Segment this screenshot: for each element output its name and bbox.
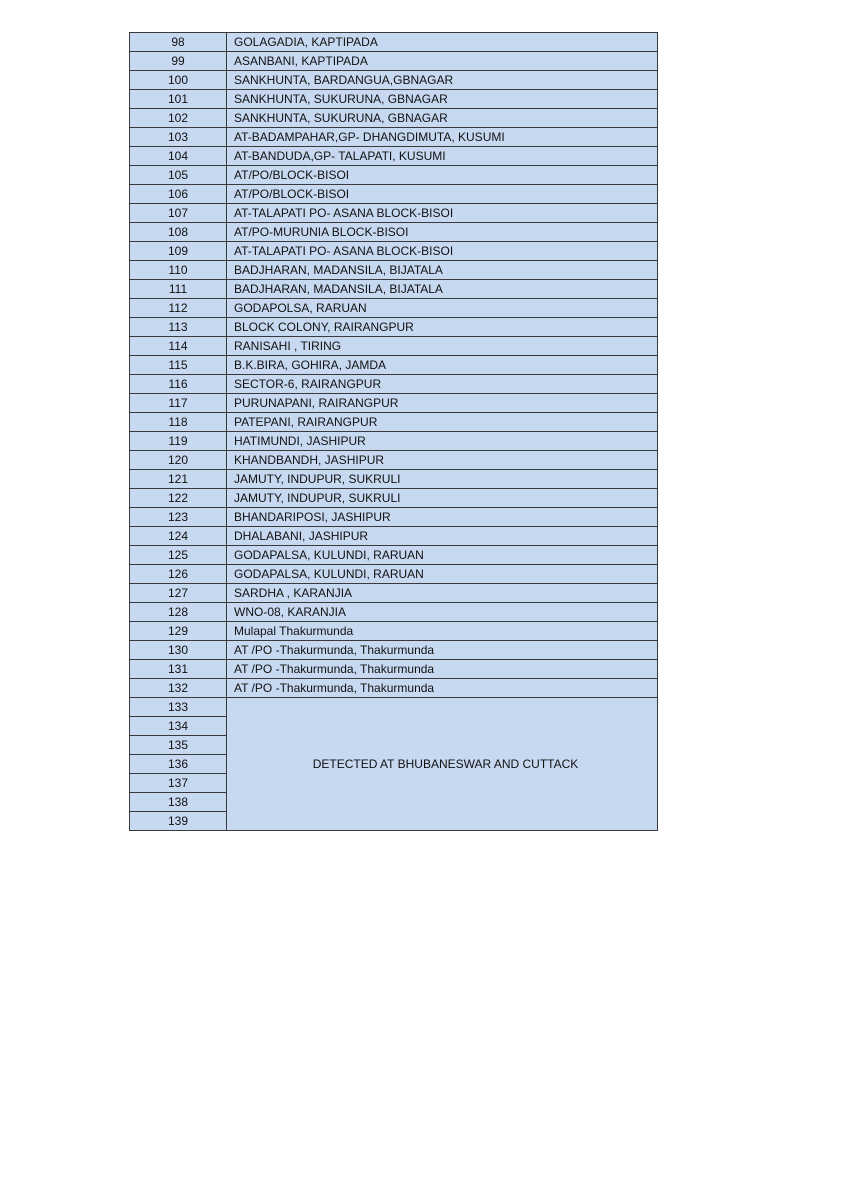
location-cell: AT-TALAPATI PO- ASANA BLOCK-BISOI [227,204,658,223]
location-cell: B.K.BIRA, GOHIRA, JAMDA [227,356,658,375]
row-number-cell: 110 [130,261,227,280]
location-cell: BADJHARAN, MADANSILA, BIJATALA [227,280,658,299]
location-cell: ASANBANI, KAPTIPADA [227,52,658,71]
table-row [130,641,658,660]
merged-location-cell: DETECTED AT BHUBANESWAR AND CUTTACK [227,698,658,831]
table-row [130,489,658,508]
location-cell: Mulapal Thakurmunda [227,622,658,641]
row-number-cell: 103 [130,128,227,147]
row-number-cell: 125 [130,546,227,565]
row-number-cell: 107 [130,204,227,223]
table-row [130,622,658,641]
row-number-cell: 122 [130,489,227,508]
row-number-cell: 131 [130,660,227,679]
table-row [130,432,658,451]
location-cell: BADJHARAN, MADANSILA, BIJATALA [227,261,658,280]
row-number-cell: 99 [130,52,227,71]
location-cell: GOLAGADIA, KAPTIPADA [227,33,658,52]
row-number-cell: 106 [130,185,227,204]
location-cell: SARDHA , KARANJIA [227,584,658,603]
location-cell: AT-TALAPATI PO- ASANA BLOCK-BISOI [227,242,658,261]
table-row [130,413,658,432]
row-number-cell: 120 [130,451,227,470]
row-number-cell: 123 [130,508,227,527]
row-number-cell: 121 [130,470,227,489]
table-row [130,565,658,584]
row-number-cell: 109 [130,242,227,261]
location-cell: PURUNAPANI, RAIRANGPUR [227,394,658,413]
table-row [130,508,658,527]
table-row [130,318,658,337]
table-row [130,52,658,71]
location-cell: GODAPALSA, KULUNDI, RARUAN [227,565,658,584]
table-row [130,128,658,147]
location-cell: HATIMUNDI, JASHIPUR [227,432,658,451]
table-row [130,679,658,698]
table-row [130,470,658,489]
row-number-cell: 115 [130,356,227,375]
table-row [130,527,658,546]
row-number-cell: 139 [130,812,227,831]
location-cell: SANKHUNTA, SUKURUNA, GBNAGAR [227,109,658,128]
location-cell: AT-BANDUDA,GP- TALAPATI, KUSUMI [227,147,658,166]
location-cell: SANKHUNTA, SUKURUNA, GBNAGAR [227,90,658,109]
location-table-body [130,33,658,831]
table-row [130,584,658,603]
location-cell: AT-BADAMPAHAR,GP- DHANGDIMUTA, KUSUMI [227,128,658,147]
location-table [129,32,658,831]
location-cell: BHANDARIPOSI, JASHIPUR [227,508,658,527]
table-row [130,698,658,717]
location-cell: AT /PO -Thakurmunda, Thakurmunda [227,660,658,679]
table-row [130,242,658,261]
row-number-cell: 116 [130,375,227,394]
table-row [130,546,658,565]
row-number-cell: 111 [130,280,227,299]
table-row [130,71,658,90]
row-number-cell: 135 [130,736,227,755]
row-number-cell: 133 [130,698,227,717]
row-number-cell: 100 [130,71,227,90]
table-row [130,299,658,318]
row-number-cell: 138 [130,793,227,812]
row-number-cell: 137 [130,774,227,793]
location-cell: DHALABANI, JASHIPUR [227,527,658,546]
table-row [130,166,658,185]
table-row [130,451,658,470]
row-number-cell: 119 [130,432,227,451]
row-number-cell: 129 [130,622,227,641]
row-number-cell: 136 [130,755,227,774]
table-row [130,375,658,394]
location-cell: PATEPANI, RAIRANGPUR [227,413,658,432]
row-number-cell: 124 [130,527,227,546]
row-number-cell: 104 [130,147,227,166]
row-number-cell: 117 [130,394,227,413]
table-row [130,603,658,622]
location-cell: WNO-08, KARANJIA [227,603,658,622]
row-number-cell: 132 [130,679,227,698]
row-number-cell: 126 [130,565,227,584]
row-number-cell: 113 [130,318,227,337]
location-cell: AT/PO/BLOCK-BISOI [227,166,658,185]
table-row [130,280,658,299]
row-number-cell: 114 [130,337,227,356]
row-number-cell: 128 [130,603,227,622]
table-row [130,337,658,356]
table-row [130,660,658,679]
location-cell: SANKHUNTA, BARDANGUA,GBNAGAR [227,71,658,90]
table-row [130,356,658,375]
table-row [130,109,658,128]
table-row [130,185,658,204]
location-cell: GODAPALSA, KULUNDI, RARUAN [227,546,658,565]
row-number-cell: 105 [130,166,227,185]
row-number-cell: 101 [130,90,227,109]
location-cell: AT /PO -Thakurmunda, Thakurmunda [227,641,658,660]
location-cell: JAMUTY, INDUPUR, SUKRULI [227,470,658,489]
location-cell: GODAPOLSA, RARUAN [227,299,658,318]
location-cell: KHANDBANDH, JASHIPUR [227,451,658,470]
row-number-cell: 102 [130,109,227,128]
location-cell: AT /PO -Thakurmunda, Thakurmunda [227,679,658,698]
row-number-cell: 118 [130,413,227,432]
location-cell: BLOCK COLONY, RAIRANGPUR [227,318,658,337]
row-number-cell: 98 [130,33,227,52]
table-row [130,223,658,242]
table-row [130,394,658,413]
row-number-cell: 112 [130,299,227,318]
row-number-cell: 108 [130,223,227,242]
row-number-cell: 134 [130,717,227,736]
location-cell: RANISAHI , TIRING [227,337,658,356]
table-row [130,261,658,280]
table-row [130,204,658,223]
location-cell: AT/PO-MURUNIA BLOCK-BISOI [227,223,658,242]
table-row [130,147,658,166]
row-number-cell: 127 [130,584,227,603]
row-number-cell: 130 [130,641,227,660]
table-row [130,90,658,109]
table-row [130,33,658,52]
location-cell: SECTOR-6, RAIRANGPUR [227,375,658,394]
location-cell: AT/PO/BLOCK-BISOI [227,185,658,204]
location-cell: JAMUTY, INDUPUR, SUKRULI [227,489,658,508]
